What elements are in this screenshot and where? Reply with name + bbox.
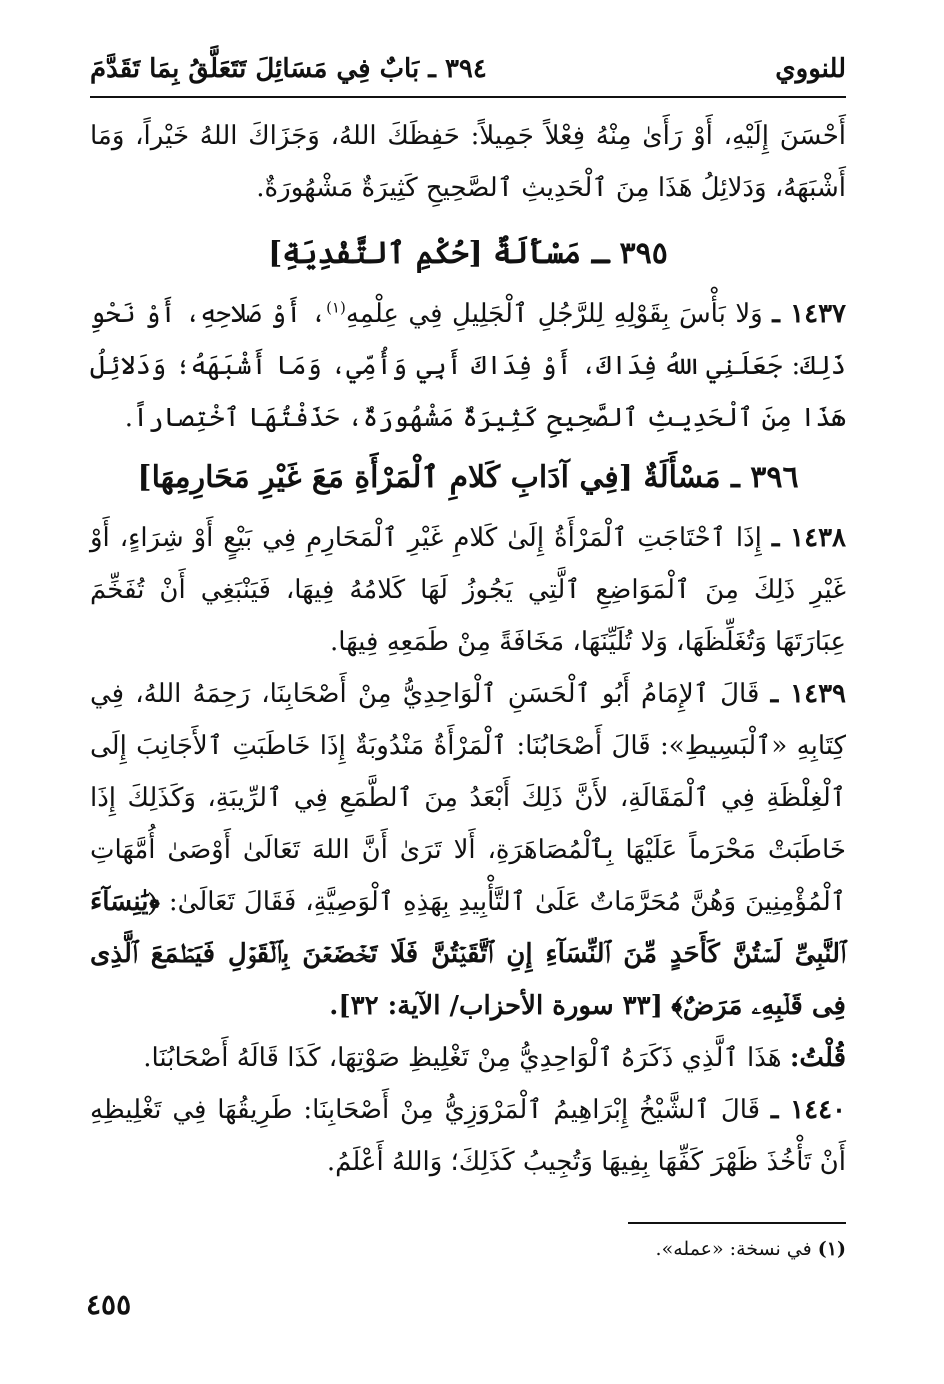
- paragraph-text: هَذَا ٱلَّذِي ذَكَرَهُ ٱلْوَاحِدِيُّ مِنْ تَغْلِيظِ صَوْتِهَا، كَذَا قَالَهُ أَصْحَابُنَا.: [143, 1043, 782, 1073]
- paragraph-text: قَالَ ٱلإِمَامُ أَبُو ٱلْحَسَنِ ٱلْوَاحِدِيُّ مِنْ أَصْحَابِنَا، رَحِمَهُ اللهُ، فِي كِتَابِهِ «ٱلْبَسِيطِ»: قَالَ أَصْحَابُنَا: ٱلْمَرْأَةُ مَنْدُوبَةٌ إِذَا خَاطَبَتِ ٱلأَجَانِبَ إِلَى ٱلْغِلْظَةِ فِي ٱلْمَقَالَةِ، لأَنَّ ذَلِكَ أَبْعَدُ مِنَ ٱلطَّمَعِ فِي ٱلرِّيبَةِ، وَكَذَلِكَ إِذَا خَاطَبَتْ مَحْرَماً عَلَيْهَا بِٱلْمُصَاهَرَةِ، أَلا تَرَىٰ أَنَّ اللهَ تَعَالَىٰ أَوْصَىٰ أُمَّهَاتِ ٱلْمُؤْمِنِينَ وَهُنَّ مُحَرَّمَاتٌ عَلَىٰ ٱلتَّأْبِيدِ بِهَذِهِ ٱلْوَصِيَّةِ، فَقَالَ تَعَالَىٰ:: [90, 679, 847, 917]
- paragraph-number: ١٤٣٨ ـ: [771, 523, 846, 553]
- paragraph-1440: [90, 1084, 846, 1188]
- footnote: [90, 1234, 846, 1264]
- paragraph-text: ، أَوْ صَلاحِهِ، أَوْ نَحْوِ ذَلِكَ: جَعَلَنِي اللهُ فِدَاكَ، أَوْ فِدَاكَ أَبِي وَأُمِّي، وَمَا أَشْبَهَهُ؛ وَدَلائِلُ هَذَا مِنَ ٱلْحَدِيثِ ٱلصَّحِيحِ كَثِيرَةٌ مَشْهُورَةٌ، حَذَفْتُهَا ٱخْتِصاراً.: [90, 299, 846, 433]
- paragraph-qultu: [90, 1032, 846, 1084]
- paragraph-1439: [90, 668, 846, 1032]
- footnote-reference: (١): [326, 298, 346, 317]
- page-body: [90, 44, 846, 1264]
- qultu-lead: قُلْتُ:: [789, 1043, 846, 1073]
- header-chapter-title: ٣٩٤ ـ بَابٌ فِي مَسَائِلَ تَتَعَلَّقُ بِمَا تَقَدَّمَ: [90, 54, 487, 84]
- header-author: للنووي: [775, 54, 846, 84]
- paragraph-number: ١٤٣٧ ـ: [772, 299, 847, 329]
- footnote-mark: (١): [817, 1238, 846, 1260]
- intro-paragraph: أَحْسَنَ إِلَيْهِ، أَوْ رَأَىٰ مِنْهُ فِعْلاً جَمِيلاً: حَفِظَكَ اللهُ، وَجَزَاكَ اللهُ خَيْراً، وَمَا أَشْبَهَهُ، وَدَلائِلُ هَذَا مِنَ ٱلْحَدِيثِ ٱلصَّحِيحِ كَثِيرَةٌ مَشْهُورَةٌ.: [90, 121, 846, 203]
- page-number: ٤٥٥: [86, 1288, 132, 1321]
- section-heading-396: ٣٩٦ ـ مَسْأَلَةٌ [فِي آدَابِ كَلامِ ٱلْمَرْأَةِ مَعَ غَيْرِ مَحَارِمِهَا]: [137, 460, 799, 495]
- paragraph-text: إِذَا ٱحْتَاجَتِ ٱلْمَرْأَةُ إِلَىٰ كَلامِ غَيْرِ ٱلْمَحَارِمِ فِي بَيْعٍ أَوْ شِرَاءٍ، أَوْ غَيْرِ ذَلِكَ مِنَ ٱلْمَوَاضِعِ ٱلَّتِي يَجُوزُ لَهَا كَلامُهُ فِيهَا، فَيَنْبَغِي أَنْ تُفَخِّمَ عِبَارَتَهَا وَتُغَلِّظَهَا، وَلا تُلَيِّنَهَا، مَخَافَةً مِنْ طَمَعِهِ فِيهَا.: [90, 523, 846, 657]
- paragraph-number: ١٤٤٠ ـ: [770, 1095, 847, 1125]
- verse-citation: [٣٣ سورة الأحزاب/ الآية: ٣٢].: [329, 991, 663, 1021]
- footnote-text: في نسخة: «عمله».: [655, 1238, 812, 1260]
- paragraph-text: قَالَ ٱلشَّيْخُ إِبْرَاهِيمُ ٱلْمَرْوَزِيُّ مِنْ أَصْحَابِنَا: طَرِيقُهَا فِي تَغْلِيظِهِ أَنْ تَأْخُذَ ظَهْرَ كَفِّهَا بِفِيهَا وَتُجِيبُ كَذَلِكَ؛ وَاللهُ أَعْلَمُ.: [90, 1095, 846, 1177]
- running-head: [90, 44, 846, 94]
- quran-verse: ﴿يَٰنِسَآءَ ٱلنَّبِىِّ لَسۡتُنَّ كَأَحَدٍ مِّنَ ٱلنِّسَآءِ إِنِ ٱتَّقَيۡتُنَّ فَلَا تَخۡضَعۡنَ بِٱلۡقَوۡلِ فَيَطۡمَعَ ٱلَّذِى فِى قَلۡبِهِۦ مَرَضٌ﴾: [90, 887, 846, 1021]
- paragraph-1437: [90, 288, 846, 444]
- section-heading-395: ٣٩٥ ـ مَسْأَلَةٌ [حُكْمِ ٱلتَّفْدِيَةِ]: [268, 236, 668, 271]
- footnote-rule: [628, 1222, 846, 1224]
- paragraph-text: وَلا بَأْسَ بِقَوْلِهِ لِلرَّجُلِ ٱلْجَلِيلِ فِي عِلْمِهِ: [345, 299, 763, 329]
- paragraph-1438: [90, 512, 846, 668]
- header-rule: [90, 96, 846, 98]
- paragraph-number: ١٤٣٩ ـ: [770, 679, 846, 709]
